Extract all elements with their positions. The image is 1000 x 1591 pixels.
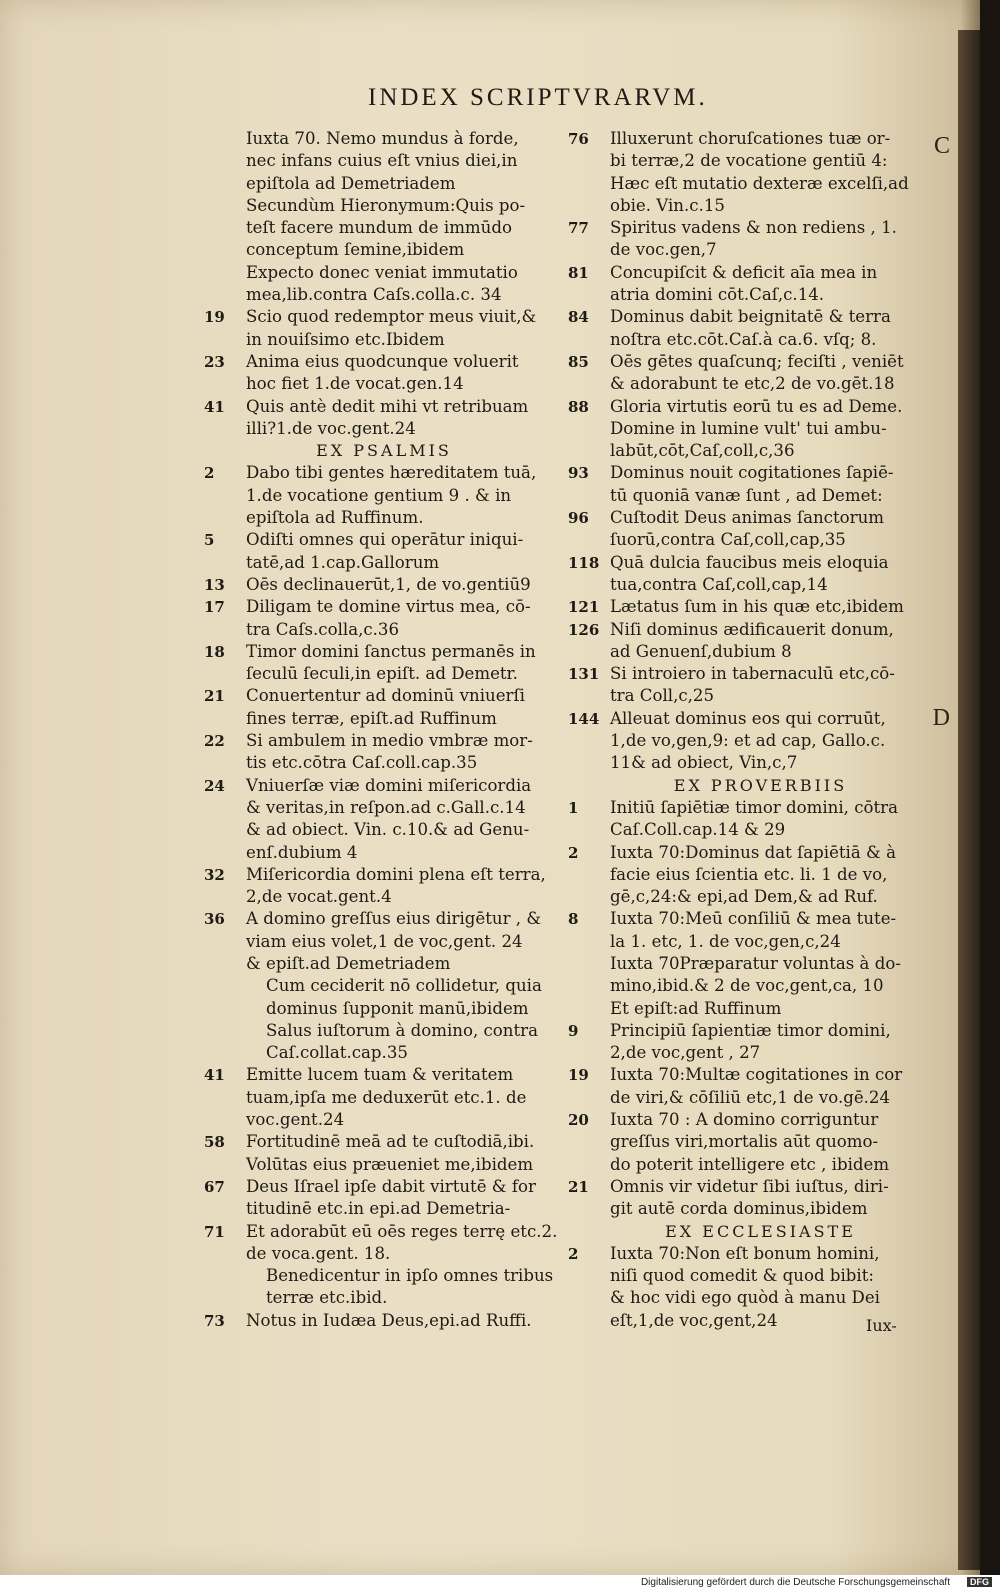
entry-line: Caſ.Coll.cap.14 & 29 — [610, 820, 786, 840]
verse-number: 41 — [204, 1066, 225, 1085]
entry-line: A domino greſſus eius dirigētur , & — [246, 909, 542, 929]
entry-line: Gloria virtutis eorū tu es ad Deme. — [610, 396, 903, 416]
index-entry — [568, 1109, 953, 1176]
entry-line: Fortitudinē meā ad te cuſtodiā,ibi. — [246, 1132, 535, 1152]
entry-line: de voca.gent. 18. — [246, 1243, 391, 1263]
entry-line: enſ.dubium 4 — [246, 842, 358, 862]
entry-line: ſuorū,contra Caſ,coll,cap,35 — [610, 530, 846, 550]
entry-line: Cuſtodit Deus animas ſanctorum — [610, 508, 884, 528]
entry-line: Principiū ſapientiæ timor domini, — [610, 1020, 891, 1040]
verse-number: 23 — [204, 352, 225, 371]
entry-line: atria domini cōt.Caſ,c.14. — [610, 285, 825, 305]
index-entry — [204, 351, 564, 396]
section-heading: EX PROVERBIIS — [673, 775, 848, 795]
verse-number: 126 — [568, 620, 600, 639]
index-entry — [568, 262, 953, 307]
entry-line: Omnis vir videtur ſibi iuſtus, diri- — [610, 1176, 889, 1196]
verse-number: 76 — [568, 130, 589, 148]
entry-line: git autē corda dominus,ibidem — [610, 1199, 868, 1219]
entry-line: Conuertentur ad dominū vniuerſi — [246, 686, 525, 706]
margin-letter-d: D — [932, 705, 950, 731]
entry-line: Si introiero in tabernaculū etc,cō- — [610, 664, 895, 684]
entry-line: Iuxta 70:Multæ cogitationes in cor — [610, 1065, 903, 1085]
verse-number: 19 — [204, 308, 225, 327]
index-entry — [568, 797, 953, 842]
index-entry — [204, 128, 564, 195]
verse-number: 118 — [568, 553, 600, 572]
entry-line: mea,lib.contra Caſs.colla.c. 34 — [246, 285, 502, 305]
entry-line: Timor domini ſanctus permanēs in — [246, 641, 536, 661]
entry-line: labūt,cōt,Caſ,coll,c,36 — [610, 441, 795, 461]
entry-line: Oēs gētes quaſcunq; feciſti , veniēt — [610, 351, 904, 371]
verse-number: 131 — [568, 665, 600, 684]
entry-line: Caſ.collat.cap.35 — [266, 1043, 408, 1063]
index-entry — [204, 685, 564, 730]
verse-number: 18 — [204, 642, 225, 661]
entry-line: illi?1.de voc.gent.24 — [246, 418, 416, 438]
entry-line: Quā dulcia faucibus meis eloquia — [610, 552, 889, 572]
entry-line: do poterit intelligere etc , ibidem — [610, 1154, 890, 1174]
entry-line: gē,c,24:& epi,ad Dem,& ad Ruf. — [610, 887, 878, 907]
entry-line: Alleuat dominus eos qui corruūt, — [610, 708, 886, 728]
index-entry — [204, 195, 564, 262]
footer-text: Digitalisierung gefördert durch die Deutsche Forschungsgemeinschaft — [640, 1577, 950, 1588]
entry-line: obie. Vin.c.15 — [610, 195, 725, 215]
entry-line: ſeculū ſeculi,in epiſt. ad Demetr. — [246, 664, 518, 684]
entry-line: Cum ceciderit nō collidetur, quia — [266, 976, 542, 996]
entry-line: 2,de vocat.gent.4 — [246, 887, 392, 907]
verse-number: 36 — [204, 910, 225, 929]
verse-number: 67 — [204, 1177, 225, 1196]
entry-line: Oēs declinauerūt,1, de vo.gentiū9 — [246, 574, 531, 594]
index-entry — [204, 975, 564, 1064]
entry-line: 11& ad obiect, Vin,c,7 — [610, 753, 798, 773]
entry-line: Emitte lucem tuam & veritatem — [246, 1065, 514, 1085]
entry-line: Anima eius quodcunque voluerit — [246, 351, 519, 371]
verse-number: 1 — [568, 798, 579, 817]
section-heading: EX PSALMIS — [316, 441, 452, 461]
index-entry — [204, 775, 564, 864]
entry-line: Miſericordia domini plena eſt terra, — [246, 864, 546, 884]
index-entry — [204, 262, 564, 307]
index-entry — [568, 663, 953, 708]
verse-number: 77 — [568, 219, 589, 238]
entry-line: tuam,ipſa me deduxerūt etc.1. de — [246, 1087, 527, 1107]
index-entry — [568, 217, 953, 262]
entry-line: Domine in lumine vult' tui ambu- — [610, 418, 887, 438]
entry-line: tra Caſs.colla,c.36 — [246, 619, 400, 639]
entry-line: & veritas,in reſpon.ad c.Gall.c.14 — [246, 797, 526, 817]
verse-number: 21 — [204, 687, 225, 706]
verse-number: 41 — [204, 397, 225, 416]
verse-number: 93 — [568, 464, 589, 483]
index-entry — [204, 1265, 564, 1310]
entry-line: Et adorabūt eū oēs reges terrę etc.2. — [246, 1221, 558, 1241]
entry-line: tatē,ad 1.cap.Gallorum — [246, 552, 440, 572]
entry-line: & epiſt.ad Demetriadem — [246, 953, 451, 973]
entry-line: & ad obiect. Vin. c.10.& ad Genu- — [246, 820, 530, 840]
entry-line: Odiſti omnes qui operātur iniqui- — [246, 530, 524, 550]
index-entry — [568, 1176, 953, 1221]
index-entry — [568, 908, 953, 1019]
entry-line: tra Coll,c,25 — [610, 686, 715, 706]
index-entry — [204, 864, 564, 909]
entry-line: Initiū ſapiētiæ timor domini, cōtra — [610, 797, 899, 817]
catchword: Iux- — [866, 1316, 897, 1335]
entry-line: teſt facere mundum de immūdo — [246, 218, 512, 238]
verse-number: 17 — [204, 598, 225, 617]
index-entry — [204, 396, 564, 441]
entry-line: & adorabunt te etc,2 de vo.gēt.18 — [610, 374, 895, 394]
entry-line: eſt,1,de voc,gent,24 — [610, 1310, 778, 1330]
index-entry — [568, 306, 953, 351]
verse-number: 19 — [568, 1066, 589, 1085]
index-entry — [204, 641, 564, 686]
right-column — [568, 128, 953, 1332]
index-entry — [204, 908, 564, 975]
index-entry — [204, 529, 564, 574]
verse-number: 2 — [204, 464, 215, 483]
entry-line: niſi quod comedit & quod bibit: — [610, 1266, 874, 1286]
verse-number: 21 — [568, 1177, 589, 1196]
entry-line: bi terræ,2 de vocatione gentiū 4: — [610, 151, 888, 171]
index-entry — [204, 1221, 564, 1266]
index-entry — [568, 596, 953, 618]
entry-line: Deus Iſrael ipſe dabit virtutē & for — [246, 1176, 536, 1196]
index-entry — [204, 730, 564, 775]
entry-line: Iuxta 70:Meū conſiliū & mea tute- — [610, 909, 897, 929]
entry-line: Quis antè dedit mihi vt retribuam — [246, 396, 529, 416]
verse-number: 32 — [204, 865, 225, 884]
entry-line: Vniuerſæ viæ domini miſericordia — [246, 775, 532, 795]
entry-line: nec infans cuius eſt vnius diei,in — [246, 151, 518, 171]
page-header: INDEX SCRIPTVRARVM. — [368, 84, 708, 111]
entry-line: Iuxta 70. Nemo mundus à forde, — [246, 129, 519, 148]
index-entry — [204, 1310, 564, 1332]
index-entry — [204, 574, 564, 596]
entry-line: viam eius volet,1 de voc,gent. 24 — [246, 931, 523, 951]
verse-number: 5 — [204, 531, 215, 550]
index-entry — [204, 1176, 564, 1221]
entry-line: noſtra etc.cōt.Caſ.à ca.6. vſq; 8. — [610, 329, 877, 349]
index-entry — [568, 462, 953, 507]
entry-line: & hoc vidi ego quòd à manu Dei — [610, 1288, 880, 1308]
entry-line: Scio quod redemptor meus viuit,& — [246, 307, 537, 327]
index-entry — [204, 462, 564, 529]
entry-line: fines terræ, epiſt.ad Ruffinum — [246, 708, 497, 728]
entry-line: conceptum ſemine,ibidem — [246, 240, 465, 260]
verse-number: 73 — [204, 1311, 225, 1330]
entry-line: de voc.gen,7 — [610, 240, 717, 260]
entry-line: Dominus nouit cogitationes ſapiē- — [610, 463, 894, 483]
entry-line: Diligam te domine virtus mea, cō- — [246, 597, 531, 617]
index-entry — [568, 507, 953, 552]
verse-number: 24 — [204, 776, 225, 795]
entry-line: la 1. etc, 1. de voc,gen,c,24 — [610, 931, 841, 951]
entry-line: in nouiſsimo etc.Ibidem — [246, 329, 445, 349]
index-entry — [568, 351, 953, 396]
index-entry — [568, 708, 953, 775]
entry-line: 2,de voc,gent , 27 — [610, 1043, 761, 1063]
verse-number: 81 — [568, 263, 589, 282]
entry-line: Spiritus vadens & non rediens , 1. — [610, 218, 897, 238]
entry-line: dominus ſupponit manū,ibidem — [266, 998, 529, 1018]
index-entry — [568, 396, 953, 463]
index-entry — [568, 1020, 953, 1065]
verse-number: 8 — [568, 910, 579, 929]
entry-line: epiſtola ad Ruffinum. — [246, 508, 424, 528]
verse-number: 144 — [568, 709, 600, 728]
index-entry — [568, 842, 953, 909]
index-entry — [568, 1064, 953, 1109]
verse-number: 13 — [204, 575, 225, 594]
section-heading: EX ECCLESIASTE — [665, 1221, 856, 1241]
entry-line: Niſi dominus ædificauerit donum, — [610, 619, 894, 639]
entry-line: facie eius ſcientia etc. li. 1 de vo, — [610, 864, 888, 884]
entry-line: Salus iuſtorum à domino, contra — [266, 1020, 538, 1040]
verse-number: 71 — [204, 1222, 225, 1241]
entry-line: 1,de vo,gen,9: et ad cap, Gallo.c. — [610, 731, 886, 751]
verse-number: 58 — [204, 1133, 225, 1152]
verse-number: 2 — [568, 1244, 579, 1263]
index-entry — [204, 1064, 564, 1131]
verse-number: 88 — [568, 397, 589, 416]
entry-line: tū quoniā vanæ ſunt , ad Demet: — [610, 485, 883, 505]
entry-line: Iuxta 70:Non eſt bonum homini, — [610, 1243, 880, 1263]
entry-line: terræ etc.ibid. — [266, 1288, 388, 1308]
entry-line: epiſtola ad Demetriadem — [246, 173, 456, 193]
verse-number: 84 — [568, 308, 589, 327]
entry-line: Si ambulem in medio vmbræ mor- — [246, 731, 533, 751]
index-entry — [568, 619, 953, 664]
entry-line: tis etc.cōtra Caſ.coll.cap.35 — [246, 753, 478, 773]
entry-line: Dominus dabit beignitatē & terra — [610, 307, 891, 327]
index-entry — [568, 552, 953, 597]
verse-number: 20 — [568, 1111, 589, 1130]
margin-letter-c: C — [933, 133, 950, 159]
entry-line: Et epiſt:ad Ruffinum — [610, 998, 782, 1018]
verse-number: 2 — [568, 843, 579, 862]
entry-line: Iuxta 70:Dominus dat ſapiētiā & à — [610, 842, 896, 862]
index-entry — [568, 128, 953, 217]
left-column — [204, 128, 564, 1332]
entry-line: mino,ibid.& 2 de voc,gent,ca, 10 — [610, 976, 884, 996]
verse-number: 85 — [568, 352, 589, 371]
entry-line: Expecto donec veniat immutatio — [246, 262, 518, 282]
dfg-logo: DFG — [967, 1577, 992, 1587]
entry-line: greſſus viri,mortalis aūt quomo- — [610, 1132, 879, 1152]
verse-number: 121 — [568, 598, 600, 617]
entry-line: Dabo tibi gentes hæreditatem tuā, — [246, 463, 537, 483]
index-entry — [204, 306, 564, 351]
entry-line: voc.gent.24 — [246, 1110, 345, 1130]
entry-line: Concupiſcit & deficit aīa mea in — [610, 262, 878, 282]
verse-number: 22 — [204, 732, 225, 751]
entry-line: titudinē etc.in epi.ad Demetria- — [246, 1199, 511, 1219]
entry-line: ad Genuenſ,dubium 8 — [610, 641, 792, 661]
entry-line: de viri,& cōſiliū etc,1 de vo.gē.24 — [610, 1087, 891, 1107]
entry-line: hoc fiet 1.de vocat.gen.14 — [246, 374, 464, 394]
entry-line: Illuxerunt choruſcationes tuæ or- — [610, 129, 891, 148]
index-entry — [204, 1131, 564, 1176]
entry-line: tua,contra Caſ,coll,cap,14 — [610, 574, 828, 594]
entry-line: Notus in Iudæa Deus,epi.ad Ruffi. — [246, 1310, 532, 1330]
entry-line: Volūtas eius præueniet me,ibidem — [246, 1154, 534, 1174]
entry-line: 1.de vocatione gentium 9 . & in — [246, 485, 512, 505]
entry-line: Hæc eſt mutatio dexteræ excelſi,ad — [610, 173, 909, 193]
entry-line: Secundùm Hieronymum:Quis po- — [246, 195, 526, 215]
verse-number: 9 — [568, 1021, 579, 1040]
entry-line: Benedicentur in ipſo omnes tribus — [266, 1266, 554, 1286]
index-entry — [204, 596, 564, 641]
entry-line: Lætatus ſum in his quæ etc,ibidem — [610, 597, 904, 617]
entry-line: Iuxta 70 : A domino corriguntur — [610, 1110, 879, 1130]
entry-line: Iuxta 70Præparatur voluntas à do- — [610, 953, 901, 973]
page-edge — [958, 30, 980, 1570]
verse-number: 96 — [568, 509, 589, 528]
